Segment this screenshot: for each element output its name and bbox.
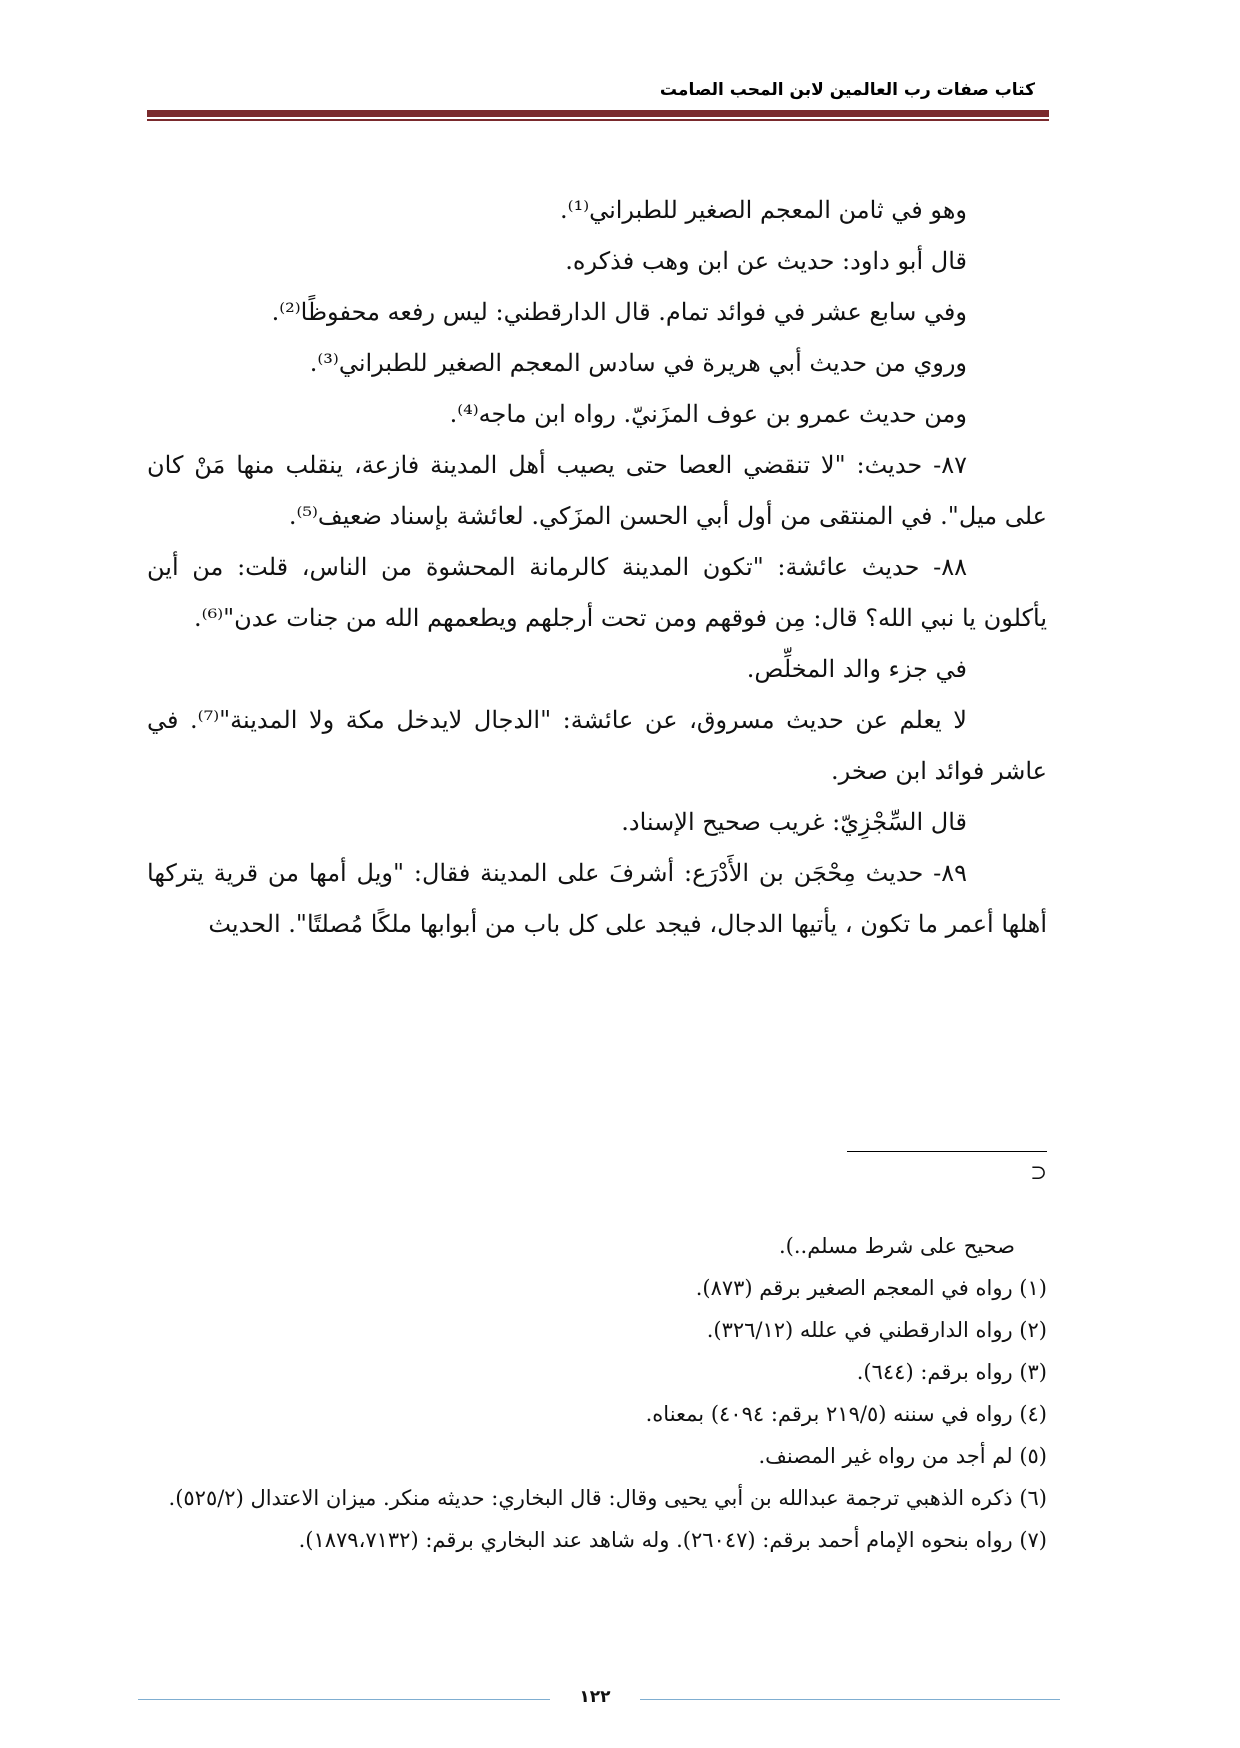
footer-rule-right (640, 1699, 1060, 1700)
paragraph: وروي من حديث أبي هريرة في سادس المعجم الصغير للطبراني⁽³⁾. (309, 349, 967, 377)
paragraph: قال أبو داود: حديث عن ابن وهب فذكره. (565, 247, 967, 275)
paragraph: وفي سابع عشر في فوائد تمام. قال الدارقطني: ليس رفعه محفوظًا⁽²⁾. (271, 298, 967, 326)
main-text (147, 185, 1047, 950)
header-rule-thin (147, 119, 1049, 121)
footnote-continuation-mark: ⊃ (1030, 1160, 1047, 1184)
footnote-1: (١) رواه في المعجم الصغير برقم (٨٧٣). (695, 1276, 1047, 1300)
hadith-89: ٨٩- حديث مِحْجَن بن الأَدْرَع: أشرفَ على المدينة فقال: "ويل أمها من قرية يتركها أهلها أعمر ما تكون ، يأتيها الدجال، فيجد على كل باب من أبوابها ملكًا مُصلتًا". الحديث (147, 859, 1047, 938)
footnote-continuation: صحيح على شرط مسلم..). (778, 1234, 1015, 1258)
page-number: ١٢٢ (579, 1687, 611, 1707)
footnote-7: (٧) رواه بنحوه الإمام أحمد برقم: (٢٦٠٤٧). وله شاهد عند البخاري برقم: (١٨٧٩،٧١٣٢). (298, 1528, 1047, 1552)
footnote-separator (847, 1151, 1047, 1152)
footnote-4: (٤) رواه في سننه (٢١٩/٥ برقم: ٤٠٩٤) بمعناه. (645, 1402, 1047, 1426)
paragraph: في جزء والد المخلِّص. (746, 655, 967, 683)
footnote-6: (٦) ذكره الذهبي ترجمة عبدالله بن أبي يحيى وقال: قال البخاري: حديثه منكر. ميزان الاعتدال (٥٢٥/٢). (168, 1486, 1047, 1510)
running-header-title: كتاب صفات رب العالمين لابن المحب الصامت (659, 80, 1035, 100)
paragraph: لا يعلم عن حديث مسروق، عن عائشة: "الدجال لايدخل مكة ولا المدينة"⁽⁷⁾. في عاشر فوائد ابن صخر. (147, 706, 1047, 785)
footnote-5: (٥) لم أجد من رواه غير المصنف. (758, 1444, 1047, 1468)
footer-rule-left (138, 1699, 550, 1700)
footnote-2: (٢) رواه الدارقطني في علله (٣٢٦/١٢). (706, 1318, 1047, 1342)
footnotes (147, 1225, 1047, 1561)
header-rule-thick (147, 110, 1049, 117)
hadith-88: ٨٨- حديث عائشة: "تكون المدينة كالرمانة المحشوة من الناس، قلت: من أين يأكلون يا نبي الله؟ قال: مِن فوقهم ومن تحت أرجلهم ويطعمهم الله من جنات عدن"⁽⁶⁾. (147, 553, 1047, 632)
paragraph: قال السِّجْزِيّ: غريب صحيح الإسناد. (621, 808, 967, 836)
footnote-3: (٣) رواه برقم: (٦٤٤). (856, 1360, 1047, 1384)
hadith-87: ٨٧- حديث: "لا تنقضي العصا حتى يصيب أهل المدينة فازعة، ينقلب منها مَنْ كان على ميل". في المنتقى من أول أبي الحسن المزَكي. لعائشة بإسناد ضعيف⁽⁵⁾. (147, 451, 1047, 530)
paragraph: ومن حديث عمرو بن عوف المزَنيّ. رواه ابن ماجه⁽⁴⁾. (449, 400, 967, 428)
paragraph: وهو في ثامن المعجم الصغير للطبراني⁽¹⁾. (560, 196, 967, 224)
